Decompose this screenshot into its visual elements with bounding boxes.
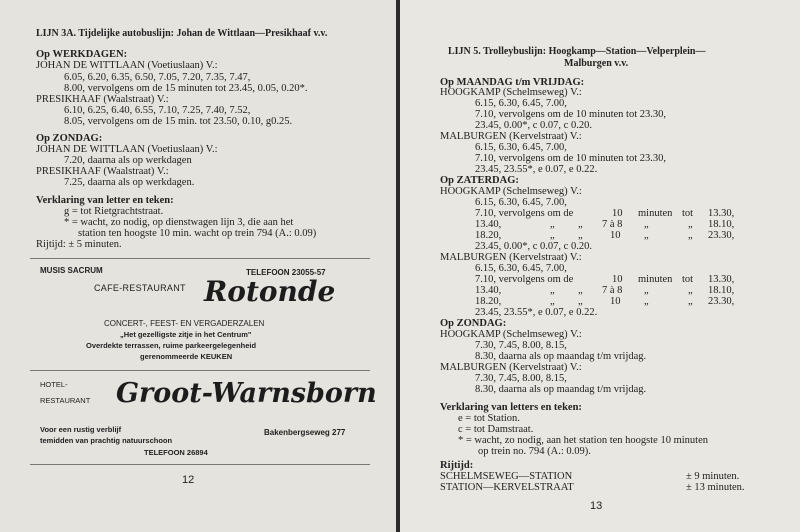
timetable-cell: 13.30, (708, 274, 735, 285)
legend-title: Verklaring van letter en teken: (36, 195, 174, 206)
line-header: Malburgen v.v. (564, 58, 629, 69)
timetable-cell: 10 (612, 274, 623, 285)
timetable-cell: 23.30, (708, 296, 735, 307)
timetable-line: 8.30, daarna als op maandag t/m vrijdag. (475, 384, 647, 395)
zondag-title: Op ZONDAG: (36, 133, 103, 144)
timetable-cell: 10 (610, 296, 621, 307)
timetable-line: 7.10, vervolgens om de 10 minuten tot 23.30, (475, 153, 667, 164)
ad-line: CONCERT-, FEEST- EN VERGADERZALEN (104, 319, 265, 328)
rijtijd-line: Rijtijd: ± 5 minuten. (36, 239, 122, 250)
timetable-cell: „ (550, 285, 555, 296)
stop-label: HOOGKAMP (Schelmseweg) V.: (440, 329, 582, 340)
rotonde-logo: Rotonde (204, 275, 336, 308)
stop-label: MALBURGEN (Kervelstraat) V.: (440, 131, 582, 142)
rijtijd-title: Rijtijd: (440, 460, 474, 471)
timetable-line: 6.10, 6.25, 6.40, 6.55, 7.10, 7.25, 7.40, 7.52, (64, 105, 251, 116)
legend-title: Verklaring van letters en teken: (440, 402, 582, 413)
timetable-cell: „ (644, 230, 649, 241)
line-header: LIJN 3A. Tijdelijke autobuslijn: Johan de Wittlaan—Presikhaaf v.v. (36, 28, 328, 39)
ad-line: gerenommeerde KEUKEN (140, 352, 233, 361)
timetable-cell: 23.30, (708, 230, 735, 241)
legend-line: g = tot Rietgrachtstraat. (64, 206, 164, 217)
timetable-line: 7.10, vervolgens om de 10 minuten tot 23.30, (475, 109, 667, 120)
timetable-line: 23.45, 23.55*, e 0.07, e 0.22. (475, 307, 598, 318)
timetable-cell: 10 (612, 208, 623, 219)
legend-line: * = wacht, zo nodig, aan het station ten hoogste 10 minuten (458, 435, 708, 446)
timetable-cell: „ (550, 230, 555, 241)
timetable-cell: „ (688, 296, 693, 307)
timetable-cell: „ (644, 219, 649, 230)
legend-line: op trein no. 794 (A.: 0.09). (478, 446, 591, 457)
timetable-line: 23.45, 0.00*, c 0.07, c 0.20. (475, 241, 592, 252)
timetable-cell: 7 à 8 (602, 285, 623, 296)
legend-line: c = tot Damstraat. (458, 424, 534, 435)
timetable-line: 6.15, 6.30, 6.45, 7.00, (475, 197, 567, 208)
timetable-cell: minuten (638, 274, 673, 285)
ad-line: temidden van prachtig natuurschoon (40, 436, 173, 445)
stop-label: JOHAN DE WITTLAAN (Voetiuslaan) V.: (36, 60, 218, 71)
ad-venue: MUSIS SACRUM (40, 266, 103, 275)
divider (30, 464, 370, 465)
timetable-cell: „ (578, 230, 583, 241)
stop-label: HOOGKAMP (Schelmseweg) V.: (440, 87, 582, 98)
timetable-cell: „ (578, 285, 583, 296)
left-page (0, 0, 396, 532)
timetable-line: 7.30, 7.45, 8.00, 8.15, (475, 373, 567, 384)
legend-line: * = wacht, zo nodig, op dienstwagen lijn 3, die aan het (64, 217, 294, 228)
ad-address: Bakenbergseweg 277 (264, 428, 346, 437)
timetable-line: 6.15, 6.30, 6.45, 7.00, (475, 263, 567, 274)
groot-warnsborn-logo: Groot-Warnsborn (116, 378, 377, 409)
ad-type: RESTAURANT (40, 396, 91, 405)
timetable-cell: 18.20, (475, 296, 502, 307)
route-label: SCHELMSEWEG—STATION (440, 471, 573, 482)
timetable-cell: tot (682, 274, 694, 285)
page-number: 12 (182, 474, 195, 486)
timetable-cell: 18.10, (708, 285, 735, 296)
timetable-line: 8.05, vervolgens om de 15 min. tot 23.50, 0.10, g0.25. (64, 116, 293, 127)
timetable-cell: „ (688, 219, 693, 230)
timetable-line: 7.25, daarna als op werkdagen. (64, 177, 195, 188)
timetable-line: 7.30, 7.45, 8.00, 8.15, (475, 340, 567, 351)
werkdagen-title: Op WERKDAGEN: (36, 49, 128, 60)
legend-line: station ten hoogste 10 min. wacht op trein 794 (A.: 0.09) (78, 228, 317, 239)
timetable-line: 6.05, 6.20, 6.35, 6.50, 7.05, 7.20, 7.35, 7.47, (64, 72, 251, 83)
ad-line: „Het gezelligste zitje in het Centrum" (120, 330, 252, 339)
timetable-cell: 7 à 8 (602, 219, 623, 230)
timetable-cell: „ (644, 285, 649, 296)
timetable-cell: 7.10, vervolgens om de (475, 274, 574, 285)
ad-type: HOTEL- (40, 380, 68, 389)
timetable-cell: 10 (610, 230, 621, 241)
timetable-line: 8.00, vervolgens om de 15 minuten tot 23.45, 0.05, 0.20*. (64, 83, 308, 94)
ad-phone: TELEFOON 26894 (144, 448, 208, 457)
ad-type: CAFE-RESTAURANT (94, 283, 186, 293)
line-header: LIJN 5. Trolleybuslijn: Hoogkamp—Station—Velperplein— (448, 46, 706, 57)
stop-label: HOOGKAMP (Schelmseweg) V.: (440, 186, 582, 197)
timetable-cell: 13.30, (708, 208, 735, 219)
zondag-title: Op ZONDAG: (440, 318, 507, 329)
stop-label: JOHAN DE WITTLAAN (Voetiuslaan) V.: (36, 144, 218, 155)
route-label: STATION—KERVELSTRAAT (440, 482, 574, 493)
right-page (400, 0, 800, 532)
timetable-line: 7.20, daarna als op werkdagen (64, 155, 192, 166)
timetable-cell: 13.40, (475, 285, 502, 296)
stop-label: MALBURGEN (Kervelstraat) V.: (440, 252, 582, 263)
timetable-cell: „ (644, 296, 649, 307)
timetable-cell: „ (578, 296, 583, 307)
maandag-vrijdag-title: Op MAANDAG t/m VRIJDAG: (440, 77, 585, 88)
timetable-line: 23.45, 0.00*, c 0.07, c 0.20. (475, 120, 592, 131)
route-time: ± 9 minuten. (686, 471, 740, 482)
timetable-line: 23.45, 23.55*, e 0.07, e 0.22. (475, 164, 598, 175)
stop-label: PRESIKHAAF (Waalstraat) V.: (36, 94, 169, 105)
timetable-cell: „ (550, 296, 555, 307)
stop-label: PRESIKHAAF (Waalstraat) V.: (36, 166, 169, 177)
timetable-cell: 13.40, (475, 219, 502, 230)
timetable-cell: minuten (638, 208, 673, 219)
timetable-cell: „ (688, 230, 693, 241)
timetable-line: 6.15, 6.30, 6.45, 7.00, (475, 142, 567, 153)
ad-line: Voor een rustig verblijf (40, 425, 122, 434)
page-number: 13 (590, 500, 603, 512)
route-time: ± 13 minuten. (686, 482, 745, 493)
timetable-cell: „ (688, 285, 693, 296)
timetable-cell: tot (682, 208, 694, 219)
divider (30, 370, 370, 371)
legend-line: e = tot Station. (458, 413, 520, 424)
zaterdag-title: Op ZATERDAG: (440, 175, 519, 186)
ad-phone: TELEFOON 23055-57 (246, 268, 326, 277)
stop-label: MALBURGEN (Kervelstraat) V.: (440, 362, 582, 373)
divider (30, 258, 370, 259)
timetable-cell: 7.10, vervolgens om de (475, 208, 574, 219)
timetable-cell: 18.10, (708, 219, 735, 230)
ad-line: Overdekte terrassen, ruime parkeergelegenheid (86, 341, 257, 350)
timetable-cell: „ (578, 219, 583, 230)
timetable-line: 6.15, 6.30, 6.45, 7.00, (475, 98, 567, 109)
timetable-cell: 18.20, (475, 230, 502, 241)
timetable-line: 8.30, daarna als op maandag t/m vrijdag. (475, 351, 647, 362)
timetable-cell: „ (550, 219, 555, 230)
